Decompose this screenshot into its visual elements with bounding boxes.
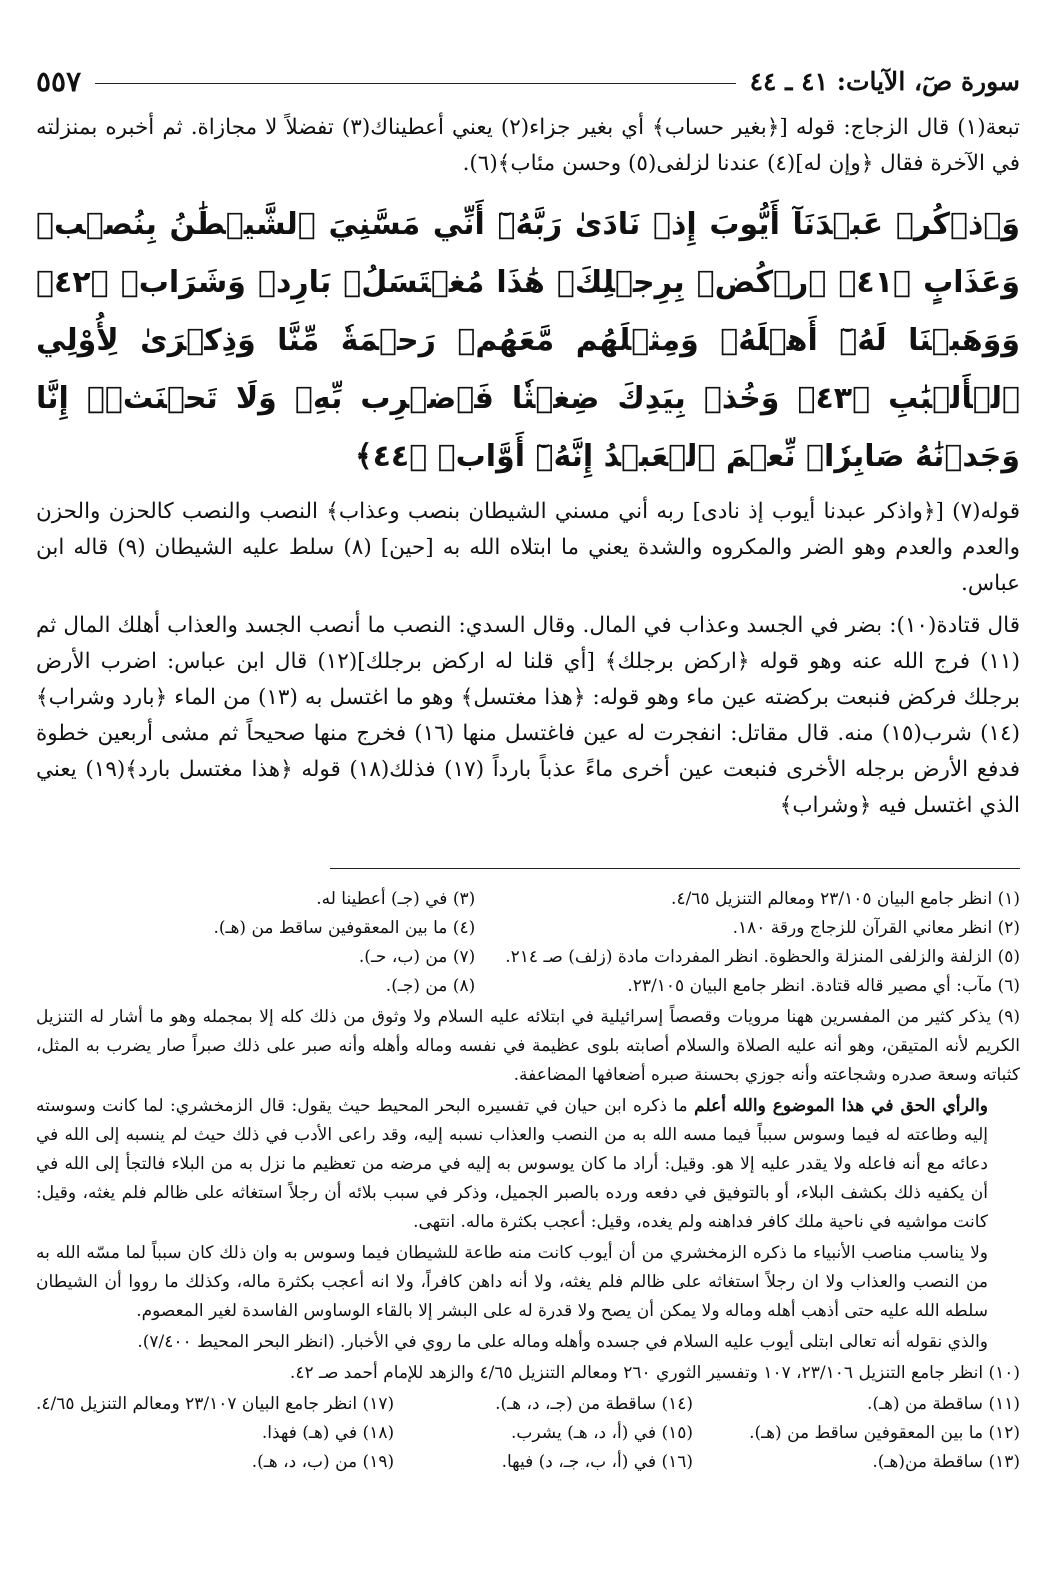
footnote: (١٤) ساقطة من (جـ، د، هـ). xyxy=(495,1394,694,1414)
header-rule xyxy=(95,83,735,84)
footnote: (١٦) في (أ، ب، جـ، د) فيها. xyxy=(501,1452,694,1472)
commentary-paragraph-2: قال قتادة(١٠): بضر في الجسد وعذاب في المال. وقال السدي: النصب ما أنصب الجسد والعذاب أهلك المال ثم (١١) فرج الله عنه وهو قوله ﴿اركض برجلك﴾ [أي قلنا له اركض برجلك](١٢) قال ابن عباس: اضرب الأرض برجلك فركض فنبعت بركضته عين ماء وهو قوله: ﴿هذا مغتسل﴾ وهو ما اغتسل به (١٣) من الماء ﴿بارد وشراب﴾(١٤) شرب(١٥) منه. قال مقاتل: انفجرت له عين فاغتسل منها (١٦) فخرج منها صحيحاً ثم مشى أربعين خطوة فدفع الأرض برجله الأخرى فنبعت عين أخرى ماءً عذباً بارداً (١٧) فذلك(١٨) قوله ﴿هذا مغتسل بارد﴾(١٩) يعني الذي اغتسل فيه ﴿وشراب﴾ xyxy=(36,613,1021,818)
footnote-divider xyxy=(330,868,1020,869)
footnote-9-text: ما ذكره ابن حيان في تفسيره البحر المحيط حيث يقول: قال الزمخشري: لما كانت وسوسته إليه وطاعته له فيما وسوس سبباً فيما مسه الله به من النصب والعذاب نسبه إليه، وقد راعى الأدب في ذلك حيث لم ينسبه إلى الله في دعائه مع أنه فاعله ولا يقدر عليه إلا هو. وقيل: أراد ما كان يوسوس به إليه في مرضه من تعظيم ما نزل به من البلاء فالتجأ إلى الله في أن يكفيه ذلك بكشف البلاء، أو بالتوفيق في دفعه ورده بالصبر الجميل، وذكر في سبب بلائه أن رجلاً استغاثه على ظالم فلم يغثه، وقيل: كانت مواشيه في ناحية ملك كافر فداهنه ولم يغده، وقيل: أعجب بكثرة ماله. انتهى. xyxy=(36,1096,988,1232)
page-number: ٥٥٧ xyxy=(36,64,82,98)
footnotes-top xyxy=(36,885,1020,1001)
footnote: (١٨) في (هـ) فهذا. xyxy=(261,1423,395,1443)
footnote: (٥) الزلفة والزلفى المنزلة والحظوة. انظر المفردات مادة (زلف) صـ ٢١٤. xyxy=(505,947,1020,967)
footnote-9-conclusion: والذي نقوله أنه تعالى ابتلى أيوب عليه السلام في جسده وأهله وماله على ما روي في الأخبار. (انظر البحر المحيط ٧/٤٠٠). xyxy=(137,1332,988,1352)
footnote: (١٧) انظر جامع البيان ٢٣/١٠٧ ومعالم التنزيل ٤/٦٥. xyxy=(36,1394,395,1414)
footnote: (١٥) في (أ، د، هـ) يشرب. xyxy=(511,1423,694,1443)
quran-verses: وَٱذۡكُرۡ عَبۡدَنَآ أَيُّوبَ إِذۡ نَادَىٰ رَبَّهُۥٓ أَنِّي مَسَّنِيَ ٱلشَّيۡطَٰنُ بِنُصۡبٖ وَعَذَابٍ ﴿٤١﴾ ٱرۡكُضۡ بِرِجۡلِكَۖ هَٰذَا مُغۡتَسَلُۢ بَارِدٞ وَشَرَابٞ ﴿٤٢﴾ وَوَهَبۡنَا لَهُۥٓ أَهۡلَهُۥ وَمِثۡلَهُم مَّعَهُمۡ رَحۡمَةٗ مِّنَّا وَذِكۡرَىٰ لِأُوْلِي ٱلۡأَلۡبَٰبِ ﴿٤٣﴾ وَخُذۡ بِيَدِكَ ضِغۡثٗا فَٱضۡرِب بِّهِۦ وَلَا تَحۡنَثۡۗ إِنَّا وَجَدۡنَٰهُ صَابِرٗاۚ نِّعۡمَ ٱلۡعَبۡدُ إِنَّهُۥٓ أَوَّابٞ ﴿٤٤﴾ xyxy=(36,207,1020,474)
footnote: (١١) ساقطة من (هـ). xyxy=(866,1394,1020,1414)
footnote: (٨) من (جـ). xyxy=(385,976,476,996)
footnote: (٧) من (ب، حـ). xyxy=(358,947,476,967)
intro-paragraph: تبعة(١) قال الزجاج: قوله [﴿بغير حساب﴾ أي بغير جزاء(٢) يعني أعطيناك(٣) تفضلاً لا مجازاة. ثم أخبره بمنزلته في الآخرة فقال ﴿وإن له](٤) عندنا لزلفى(٥) وحسن مئاب﴾(٦). xyxy=(36,115,1020,176)
page-header xyxy=(36,58,1020,104)
footnote-9: (٩) يذكر كثير من المفسرين ههنا مرويات وقصصاً إسرائيلية في ابتلائه عليه السلام ولا وثوق من ذلك كله إلا بمجمله وهو ما أشار له التنزيل الكريم لأنه المتيقن، وهو أنه عليه الصلاة والسلام أصابته بلوى عظيمة في نفسه وماله وأهله وأنه صبر على ذلك صبراً صار يضرب به المثل، كثباته وسعة صدره وشجاعته وأنه جوزي بحسنة صبره أضعافها المضاعفة. xyxy=(36,1007,1020,1085)
footnote-9-bold: والرأي الحق في هذا الموضوع والله أعلم xyxy=(694,1096,989,1116)
footnote: (٤) ما بين المعقوفين ساقط من (هـ). xyxy=(213,918,476,938)
page xyxy=(36,58,1020,1573)
footnote-9-continued: ولا يناسب مناصب الأنبياء ما ذكره الزمخشري من أن أيوب كانت منه طاعة للشيطان فيما وسوس به وان ذلك كان سبباً لما مسّه الله به من النصب والعذاب ولا ان رجلاً استغاثه على ظالم فلم يغثه، ولا أنه داهن كافراً، ولا انه أعجب بكثرة ماله، وكذلك ما رووا أن الشيطان سلطه الله عليه حتى أذهب أهله وماله ولا يمكن أن يصح ولا قدرة له على البشر إلا بالقاء الوساوس الفاسدة لغير المعصوم. xyxy=(36,1243,988,1321)
footnote: (١٩) من (ب، د، هـ). xyxy=(251,1452,395,1472)
footnote: (٢) انظر معاني القرآن للزجاج ورقة ١٨٠. xyxy=(732,918,1020,938)
commentary-paragraph-1: قوله(٧) [﴿واذكر عبدنا أيوب إذ نادى] ربه أني مسني الشيطان بنصب وعذاب﴾ النصب والنصب كالحزن والحزن والعدم والعدم وهو الضر والمكروه والشدة يعني ما ابتلاه الله به [حين] (٨) سلط عليه الشيطان (٩) قاله ابن عباس. xyxy=(36,499,1020,596)
footnote: (١٢) ما بين المعقوفين ساقط من (هـ). xyxy=(749,1423,1020,1443)
footnote: (١) انظر جامع البيان ٢٣/١٠٥ ومعالم التنزيل ٤/٦٥. xyxy=(671,889,1020,909)
footnote-10: (١٠) انظر جامع التنزيل ٢٣/١٠٦، ١٠٧ وتفسير الثوري ٢٦٠ ومعالم التنزيل ٤/٦٥ والزهد للإمام أحمد صـ ٤٢. xyxy=(289,1363,1020,1383)
footnote: (١٣) ساقطة من(هـ). xyxy=(872,1452,1020,1472)
footnote: (٦) مآب: أي مصير قاله قتادة. انظر جامع البيان ٢٣/١٠٥. xyxy=(627,976,1020,996)
footnote: (٣) في (جـ) أعطينا له. xyxy=(316,889,476,909)
surah-title: سورة صٓ، الآيات: ٤١ ـ ٤٤ xyxy=(749,66,1020,96)
footnotes-bottom xyxy=(36,1390,1020,1477)
footnote-9-opinion xyxy=(36,1092,1020,1237)
